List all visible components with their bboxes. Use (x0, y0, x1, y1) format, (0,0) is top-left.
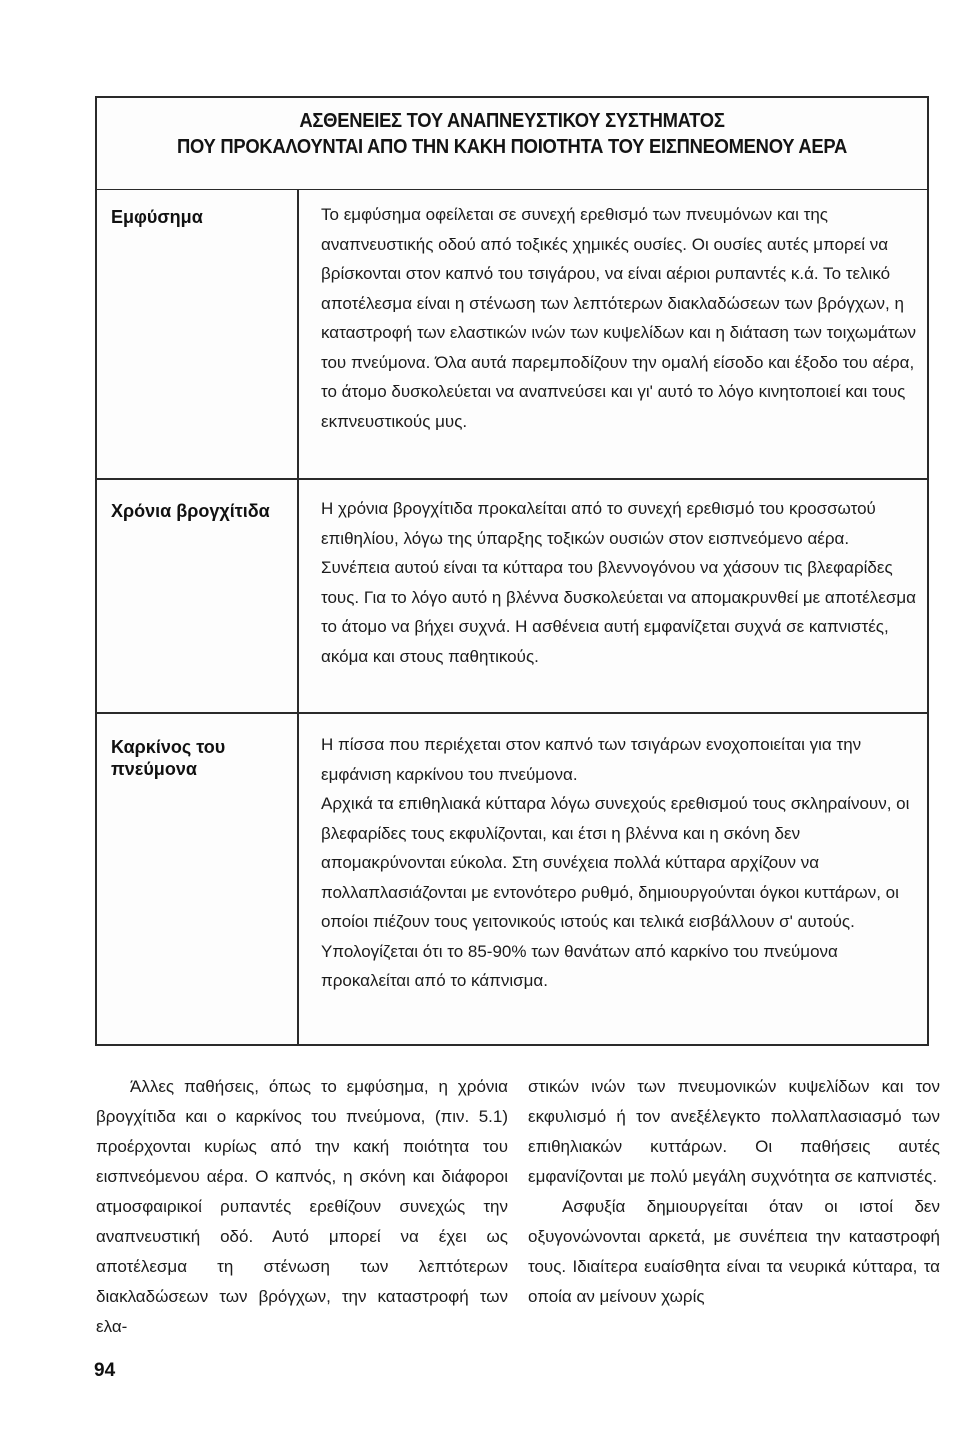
lung-cancer-paragraph-1: Η πίσσα που περιέχεται στον καπνό των τσιγάρων ενοχοποιείται για την εμφάνιση καρκίνου του πνεύμονα. (321, 735, 862, 784)
body-paragraph-asphyxia: Ασφυξία δημιουργείται όταν οι ιστοί δεν οξυγονώνονται αρκετά, με συνέπεια την καταστροφή τους. Ιδιαίτερα ευαίσθητα είναι τα νευρικά κύτταρα, τα οποία αν μείνουν χωρίς (528, 1197, 940, 1306)
body-right-column (528, 1072, 940, 1312)
body-paragraph-continued: στικών ινών των πνευμονικών κυψελίδων και τον εκφυλισμό ή τον ανεξέλεγκτο πολλαπλασιασμό των επιθηλιακών κυττάρων. Οι παθήσεις αυτές εμφανίζονται με πολύ μεγάλη συχνότητα σε καπνιστές. (528, 1077, 940, 1186)
term-lung-cancer: Καρκίνος του πνεύμονα (111, 737, 226, 779)
table-title-line-2: ΠΟΥ ΠΡΟΚΑΛΟΥΝΤΑΙ ΑΠΟ ΤΗΝ ΚΑΚΗ ΠΟΙΟΤΗΤΑ ΤΟΥ ΕΙΣΠΝΕΟΜΕΝΟΥ ΑΕΡΑ (176, 136, 848, 158)
term-emphysema: Εμφύσημα (111, 207, 203, 227)
body-left-column (96, 1072, 508, 1342)
description-lung-cancer (321, 730, 921, 996)
diseases-table (95, 96, 929, 1046)
row-divider (97, 712, 927, 714)
column-divider (297, 190, 299, 1046)
table-header (97, 98, 927, 190)
lung-cancer-paragraph-2: Αρχικά τα επιθηλιακά κύτταρα λόγω συνεχούς ερεθισμού τους σκληραίνουν, οι βλεφαρίδες τους εκφυλίζονται, και έτσι η βλέννα και η σκόνη δεν απομακρύνονται εύκολα. Στη συνέχεια πολλά κύτταρα αρχίζουν να πολλαπλασιάζονται με εντονότερο ρυθμό, δημιουργούνται όγκοι κυττάρων, οι οποίοι πιέζουν τους γειτονικούς ιστούς και τελικά εισβάλλουν σ' αυτούς. (321, 794, 910, 931)
table-title-line-1: ΑΣΘΕΝΕΙΕΣ ΤΟΥ ΑΝΑΠΝΕΥΣΤΙΚΟΥ ΣΥΣΤΗΜΑΤΟΣ (299, 110, 725, 132)
lung-cancer-paragraph-3: Υπολογίζεται ότι το 85-90% των θανάτων από καρκίνο του πνεύμονα προκαλείται από το κάπνισμα. (321, 941, 838, 990)
description-chronic-bronchitis: Η χρόνια βρογχίτιδα προκαλείται από το συνεχή ερεθισμό του κροσσωτού επιθηλίου, λόγω της ύπαρξης τοξικών ουσιών στον εισπνεόμενο αέρα. Συνέπεια αυτού είναι τα κύτταρα του βλεννογόνου να χάσουν τις βλεφαρίδες τους. Για το λόγο αυτό η βλέννα δυσκολεύεται να απομακρυνθεί με αποτέλεσμα το άτομο να βήχει συχνά. Η ασθένεια αυτή εμφανίζεται συχνά σε καπνιστές, ακόμα και στους παθητικούς. (321, 499, 916, 666)
term-chronic-bronchitis: Χρόνια βρογχίτιδα (111, 501, 270, 521)
page-number: 94 (94, 1360, 116, 1381)
body-paragraph: Άλλες παθήσεις, όπως το εμφύσημα, η χρόνια βρογχίτιδα και ο καρκίνος του πνεύμονα, (πιν. 5.1) προέρχονται κυρίως από την κακή ποιότητα του εισπνεόμενου αέρα. Ο καπνός, η σκόνη και διάφοροι ατμοσφαιρικοί ρυπαντές ερεθίζουν συνεχώς την αναπνευστική οδό. Αυτό μπορεί να έχει ως αποτέλεσμα τη στένωση των λεπτότερων διακλαδώσεων των βρόγχων, την καταστροφή των ελα- (96, 1077, 508, 1336)
row-divider (97, 478, 927, 480)
description-emphysema: Το εμφύσημα οφείλεται σε συνεχή ερεθισμό των πνευμόνων και της αναπνευστικής οδού από τοξικές χημικές ουσίες. Οι ουσίες αυτές μπορεί να βρίσκονται στον καπνό του τσιγάρου, να είναι αέριοι ρυπαντές κ.ά. Το τελικό αποτέλεσμα είναι η στένωση των λεπτότερων διακλαδώσεων των βρόγχων, η καταστροφή των ελαστικών ινών των κυψελίδων και η διάταση των τοιχωμάτων του πνεύμονα. Όλα αυτά παρεμποδίζουν την ομαλή είσοδο και έξοδο του αέρα, το άτομο δυσκολεύεται να αναπνεύσει και γι' αυτό το λόγο κινητοποιεί και τους εκπνευστικούς μυς. (321, 205, 916, 431)
